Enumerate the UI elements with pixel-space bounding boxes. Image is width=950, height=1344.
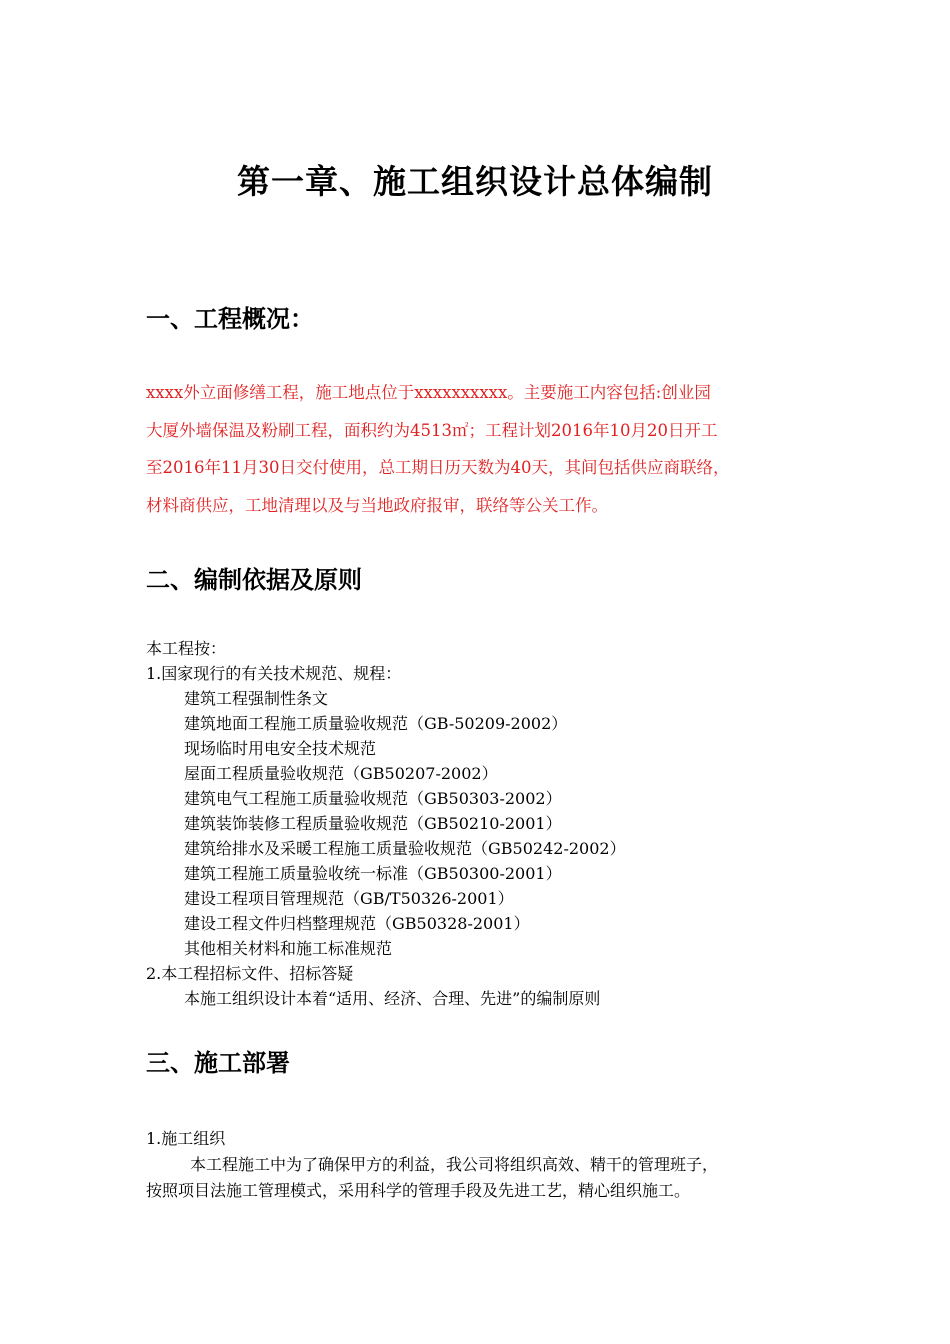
standard-item: 现场临时用电安全技术规范 (184, 739, 377, 758)
basis-item-1-title: 1.国家现行的有关技术规范、规程： (146, 664, 402, 683)
deployment-section (146, 1126, 836, 1204)
section-heading-basis: 二、编制依据及原则 (146, 566, 362, 594)
overview-line: 至2016年11月30日交付使用，总工期日历天数为40天，其间包括供应商联络， (146, 458, 730, 477)
overview-line: 大厦外墙保温及粉刷工程，面积约为4513㎡；工程计划2016年10月20日开工 (146, 420, 718, 440)
standard-item: 建筑工程施工质量验收统一标准（GB50300-2001） (184, 864, 562, 883)
standard-item: 建筑工程强制性条文 (184, 689, 329, 708)
deployment-paragraph-line: 本工程施工中为了确保甲方的利益，我公司将组织高效、精干的管理班子， (190, 1155, 719, 1174)
standard-item: 建设工程文件归档整理规范（GB50328-2001） (184, 914, 530, 933)
standard-item: 建筑地面工程施工质量验收规范（GB-50209-2002） (184, 714, 568, 733)
basis-list (146, 636, 846, 1011)
basis-intro: 本工程按： (146, 639, 227, 658)
basis-principle: 本施工组织设计本着“适用、经济、合理、先进”的编制原则 (184, 989, 601, 1008)
standard-item: 屋面工程质量验收规范（GB50207-2002） (184, 764, 498, 783)
standard-item: 建筑装饰装修工程质量验收规范（GB50210-2001） (184, 814, 562, 833)
overview-paragraph (146, 374, 826, 524)
deployment-item-1-title: 1.施工组织 (146, 1129, 226, 1148)
standard-item: 建筑电气工程施工质量验收规范（GB50303-2002） (184, 789, 562, 808)
chapter-title: 第一章、施工组织设计总体编制 (237, 162, 713, 201)
overview-line: xxxx外立面修缮工程，施工地点位于xxxxxxxxxx。主要施工内容包括:创业园 (146, 383, 711, 402)
section-heading-overview: 一、工程概况： (146, 305, 314, 333)
standard-item: 建筑给排水及采暖工程施工质量验收规范（GB50242-2002） (184, 839, 626, 858)
section-heading-deployment: 三、施工部署 (146, 1049, 290, 1077)
deployment-paragraph-line: 按照项目法施工管理模式，采用科学的管理手段及先进工艺，精心组织施工。 (146, 1181, 691, 1200)
overview-line: 材料商供应，工地清理以及与当地政府报审，联络等公关工作。 (146, 495, 608, 515)
standard-item: 建设工程项目管理规范（GB/T50326-2001） (184, 889, 514, 908)
standard-item: 其他相关材料和施工标准规范 (184, 939, 393, 958)
basis-item-2-title: 2.本工程招标文件、招标答疑 (146, 964, 354, 983)
